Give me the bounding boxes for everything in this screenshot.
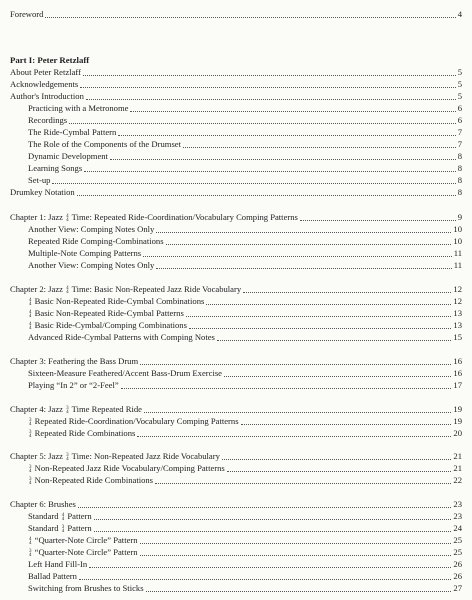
toc-entry-page: 25: [453, 535, 462, 545]
dot-leader: [86, 88, 456, 100]
toc-entry-page: 6: [457, 115, 462, 125]
toc-entry-title-text: Basic Non-Repeated Ride-Cymbal Patterns: [32, 308, 184, 318]
time-signature-top: 3: [29, 464, 32, 470]
time-signature: [29, 466, 32, 475]
dot-leader: [156, 221, 451, 233]
toc-entry-title: About Peter Retzlaff: [10, 67, 81, 77]
toc-entry-page: 11: [453, 248, 462, 258]
toc-entry-title: Repeated Ride Comping-Combinations: [28, 236, 164, 246]
time-signature-top: 3: [29, 548, 32, 554]
time-signature-top: 3: [61, 524, 65, 530]
toc-entry-title: Practicing with a Metronome: [28, 103, 129, 113]
time-signature-bottom: 4: [29, 422, 32, 427]
toc-entry-title: Recordings: [28, 115, 68, 125]
dot-leader: [52, 172, 456, 184]
time-signature: [29, 538, 32, 547]
dot-leader: [186, 305, 451, 317]
toc-entry-page: 13: [453, 320, 462, 330]
toc-entry-title: Advanced Ride-Cymbal Patterns with Comping Notes: [28, 332, 215, 342]
dot-leader: [243, 281, 451, 293]
toc-entry-title: Set-up: [28, 175, 51, 185]
time-signature: [29, 419, 32, 428]
dot-leader: [140, 532, 451, 544]
toc-entry-page: 12: [453, 284, 462, 294]
time-signature: [66, 454, 69, 463]
toc-entry-page: 16: [453, 368, 462, 378]
toc-entry-title-text: Time: Repeated Ride-Coordination/Vocabulary Comping Patterns: [69, 212, 298, 222]
toc-entry-title: [28, 296, 204, 308]
toc-entry-title-text: Time Repeated Ride: [69, 404, 142, 414]
toc-entry-title: Another View: Comping Notes Only: [28, 224, 155, 234]
toc-entry-title-text: “Quarter-Note Circle” Pattern: [32, 547, 138, 557]
toc-entry-title: Another View: Comping Notes Only: [28, 260, 155, 270]
toc-entry-title: [28, 308, 184, 320]
dot-leader: [80, 76, 456, 88]
time-signature: [29, 431, 32, 440]
toc-entry-page: 19: [453, 416, 462, 426]
toc-entry-page: 17: [453, 380, 462, 390]
dot-leader: [110, 148, 456, 160]
toc-entry-title: [28, 523, 92, 535]
toc-entry-title: Dynamic Development: [28, 151, 108, 161]
toc-entry-title: Drumkey Notation: [10, 187, 75, 197]
dot-leader: [143, 245, 452, 257]
toc-entry-page: 13: [453, 308, 462, 318]
time-signature-bottom: 4: [29, 553, 32, 558]
time-signature-bottom: 4: [29, 481, 32, 486]
toc-entry-page: 4: [457, 9, 462, 19]
dot-leader: [84, 160, 456, 172]
toc-entry-title: The Ride-Cymbal Pattern: [28, 127, 117, 137]
time-signature-bottom: 4: [66, 290, 69, 295]
toc-entry-page: 22: [453, 475, 462, 485]
toc-entry-title: [28, 428, 135, 440]
toc-entry-page: 8: [457, 151, 462, 161]
toc-entry-page: 8: [457, 187, 462, 197]
toc-entry-title-text: Basic Ride-Cymbal/Comping Combinations: [32, 320, 187, 330]
time-signature: [29, 478, 32, 487]
time-signature-bottom: 4: [66, 410, 69, 415]
toc-entry-title: Ballad Pattern: [28, 571, 77, 581]
toc-entry-title: Acknowledgements: [10, 79, 79, 89]
time-signature-bottom: 4: [61, 517, 65, 522]
toc-entry-page: 5: [457, 79, 462, 89]
toc-entry-title: Left Hand Fill-In: [28, 559, 88, 569]
toc-entry-page: 10: [453, 236, 462, 246]
toc-entry-page: 6: [457, 103, 462, 113]
time-signature-bottom: 4: [29, 326, 32, 331]
toc-entry-page: 25: [453, 547, 462, 557]
toc-entry: [0, 187, 472, 198]
time-signature: [29, 311, 32, 320]
toc-entry-page: 12: [453, 296, 462, 306]
time-signature-bottom: 4: [61, 529, 65, 534]
toc-entry-title: Chapter 3: Feathering the Bass Drum: [10, 356, 139, 366]
toc-entry-page: 7: [457, 139, 462, 149]
dot-leader: [189, 317, 451, 329]
dot-leader: [130, 100, 456, 112]
toc-entry-title: [10, 404, 142, 416]
time-signature-top: 3: [66, 405, 69, 411]
toc-entry: [0, 583, 472, 594]
toc-entry-title: Foreword: [10, 9, 44, 19]
toc-entry: [0, 9, 472, 20]
toc-entry-page: 8: [457, 175, 462, 185]
toc-entry-title-text: Time: Non-Repeated Jazz Ride Vocabulary: [69, 451, 220, 461]
time-signature: [29, 323, 32, 332]
toc-entry-title-text: “Quarter-Note Circle” Pattern: [32, 535, 138, 545]
dot-leader: [206, 293, 451, 305]
time-signature-top: 3: [29, 417, 32, 423]
dot-leader: [227, 460, 451, 472]
toc-entry-page: 7: [457, 127, 462, 137]
time-signature-top: 4: [29, 321, 32, 327]
dot-leader: [300, 209, 456, 221]
time-signature-bottom: 4: [66, 218, 69, 223]
time-signature-bottom: 4: [29, 469, 32, 474]
dot-leader: [140, 544, 451, 556]
time-signature: [66, 407, 69, 416]
dot-leader: [217, 329, 451, 341]
toc-entry-title: Switching from Brushes to Sticks: [28, 583, 144, 593]
time-signature-bottom: 4: [29, 434, 32, 439]
toc-entry-title-text: Basic Non-Repeated Ride-Cymbal Combinations: [32, 296, 205, 306]
toc-entry-title-text: Repeated Ride-Coordination/Vocabulary Comping Patterns: [32, 416, 239, 426]
toc-entry-title-text: Standard: [28, 511, 61, 521]
toc-entry-page: 10: [453, 224, 462, 234]
toc-entry-page: 24: [453, 523, 462, 533]
toc-entry-page: 26: [453, 559, 462, 569]
dot-leader: [83, 64, 456, 76]
time-signature-top: 4: [66, 213, 69, 219]
dot-leader: [94, 520, 451, 532]
toc-entry-title-text: Chapter 4: Jazz: [10, 404, 66, 414]
dot-leader: [166, 233, 451, 245]
time-signature-bottom: 4: [29, 314, 32, 319]
toc-entry-title: [28, 475, 153, 487]
dot-leader: [118, 124, 456, 136]
toc-entry-page: 21: [453, 451, 462, 461]
toc-entry-title: Sixteen-Measure Feathered/Accent Bass-Drum Exercise: [28, 368, 223, 378]
toc-entry-title: The Role of the Components of the Drumset: [28, 139, 181, 149]
time-signature-top: 4: [61, 512, 65, 518]
toc-entry: [0, 475, 472, 486]
dot-leader: [77, 184, 456, 196]
toc-entry-title-text: Pattern: [65, 523, 92, 533]
time-signature: [29, 550, 32, 559]
toc-entry-title: Author's Introduction: [10, 91, 84, 101]
toc-entry-title-text: Non-Repeated Ride Combinations: [32, 475, 154, 485]
toc-entry-title-text: Pattern: [65, 511, 92, 521]
time-signature: [66, 215, 69, 224]
time-signature-bottom: 4: [66, 457, 69, 462]
dot-leader: [241, 413, 451, 425]
toc-entry-title-text: Chapter 1: Jazz: [10, 212, 66, 222]
time-signature-bottom: 4: [29, 541, 32, 546]
time-signature: [29, 299, 32, 308]
time-signature: [62, 514, 65, 523]
time-signature-top: 3: [66, 452, 69, 458]
dot-leader: [140, 353, 451, 365]
time-signature-top: 4: [66, 285, 69, 291]
part-heading: Part I: Peter Retzlaff: [10, 55, 90, 65]
dot-leader: [222, 448, 451, 460]
toc-entry-page: 16: [453, 356, 462, 366]
toc-entry: [0, 332, 472, 343]
toc-entry-title: [10, 451, 220, 463]
time-signature-top: 3: [29, 476, 32, 482]
dot-leader: [69, 112, 456, 124]
toc-entry-title-text: Standard: [28, 523, 61, 533]
dot-leader: [121, 377, 451, 389]
time-signature: [62, 526, 65, 535]
toc-entry-title-text: Time: Basic Non-Repeated Jazz Ride Vocabulary: [69, 284, 242, 294]
time-signature-top: 3: [29, 429, 32, 435]
toc-entry-title: Chapter 6: Brushes: [10, 499, 76, 509]
toc-entry-page: 21: [453, 463, 462, 473]
toc-entry-page: 19: [453, 404, 462, 414]
toc-entry: [0, 260, 472, 271]
toc-entry-title-text: Chapter 2: Jazz: [10, 284, 66, 294]
toc-entry-title-text: Repeated Ride Combinations: [32, 428, 136, 438]
toc-entry-page: 5: [457, 91, 462, 101]
toc-entry-page: 5: [457, 67, 462, 77]
dot-leader: [155, 472, 451, 484]
dot-leader: [45, 6, 456, 18]
toc-entry-page: 8: [457, 163, 462, 173]
time-signature-bottom: 4: [29, 302, 32, 307]
dot-leader: [94, 508, 451, 520]
toc-entry-page: 11: [453, 260, 462, 270]
time-signature-top: 4: [29, 309, 32, 315]
toc-entry-title: [28, 535, 138, 547]
time-signature-top: 4: [29, 297, 32, 303]
dot-leader: [137, 425, 451, 437]
time-signature-top: 4: [29, 536, 32, 542]
dot-leader: [144, 401, 451, 413]
dot-leader: [89, 556, 451, 568]
dot-leader: [183, 136, 456, 148]
dot-leader: [146, 580, 451, 592]
toc-entry-page: 27: [453, 583, 462, 593]
toc-entry-title: [28, 320, 187, 332]
toc-entry-page: 26: [453, 571, 462, 581]
toc-entry-title: [28, 511, 92, 523]
toc-entry-page: 9: [457, 212, 462, 222]
toc-entry-title: Multiple-Note Comping Patterns: [28, 248, 142, 258]
dot-leader: [156, 257, 452, 269]
dot-leader: [224, 365, 451, 377]
toc-entry-title-text: Non-Repeated Jazz Ride Vocabulary/Comping Patterns: [32, 463, 225, 473]
toc-entry-page: 20: [453, 428, 462, 438]
toc-entry-page: 23: [453, 499, 462, 509]
toc-entry-page: 23: [453, 511, 462, 521]
toc-entry: [0, 380, 472, 391]
time-signature: [66, 287, 69, 296]
dot-leader: [78, 496, 451, 508]
toc-entry-title: Playing “In 2” or “2-Feel”: [28, 380, 119, 390]
toc-entry: [0, 428, 472, 439]
toc-entry-title: Learning Songs: [28, 163, 83, 173]
toc-entry-page: 15: [453, 332, 462, 342]
dot-leader: [79, 568, 451, 580]
toc-entry-title-text: Chapter 5: Jazz: [10, 451, 66, 461]
